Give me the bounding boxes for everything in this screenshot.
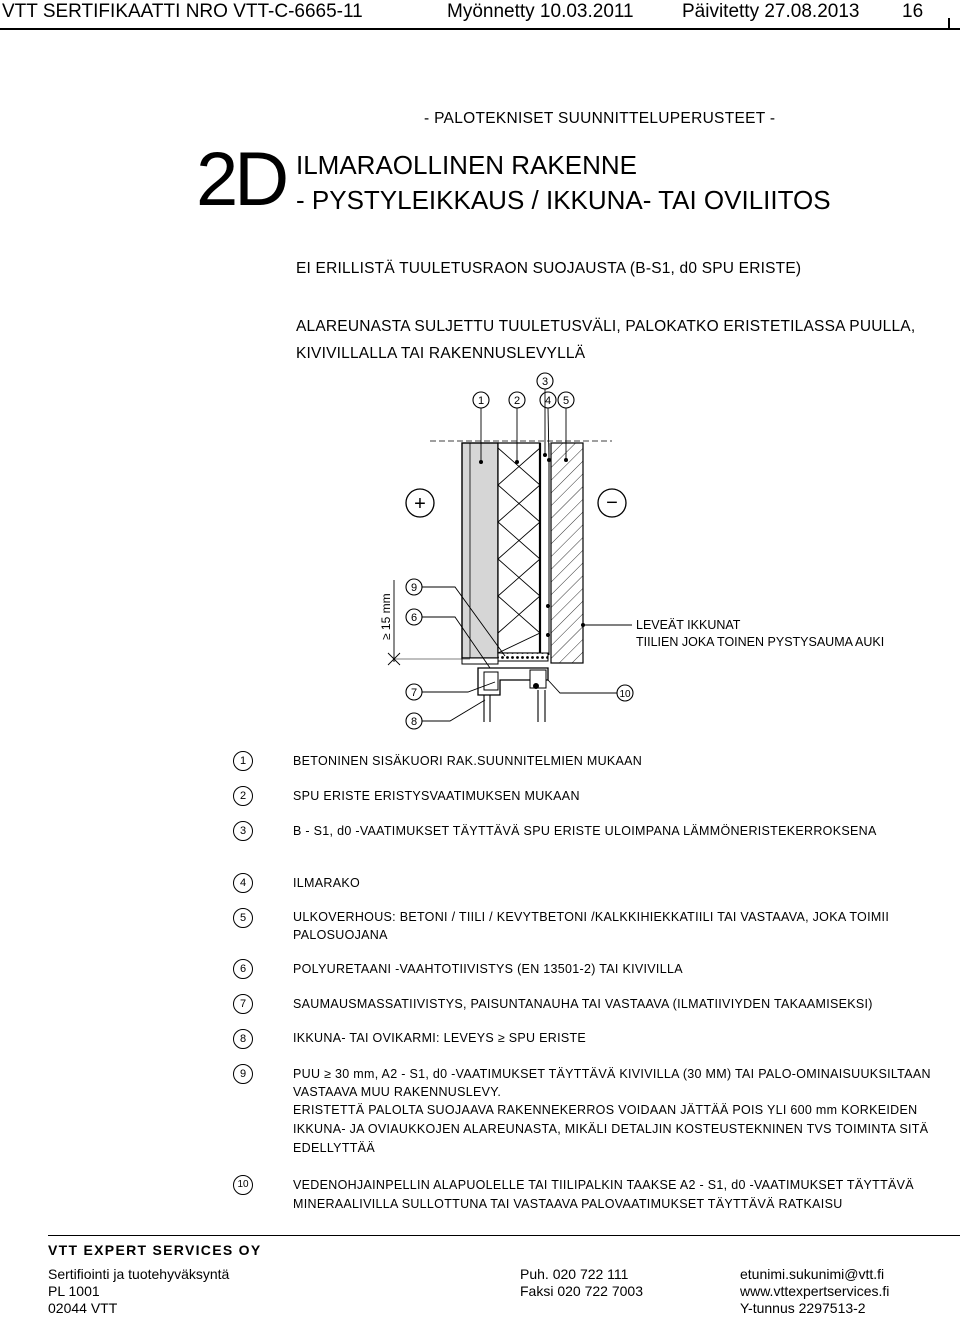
legend-item-5-line2: PALOSUOJANA [293,928,388,942]
svg-text:9: 9 [410,582,418,594]
legend-item-10-line2: MINERAALIVILLA SULLOTTUNA TAI VASTAAVA PALOVAATIMUKSET TÄYTTÄVÄ RATKAISU [293,1197,843,1211]
legend-item-2-line1: SPU ERISTE ERISTYSVAATIMUKSEN MUKAAN [293,789,580,803]
leader-4 [548,408,549,460]
detail-code: 2D [196,137,286,222]
footer-rule [48,1235,960,1236]
legend-item-4-line1: ILMARAKO [293,876,360,890]
footer-business-id: Y-tunnus 2297513-2 [740,1300,866,1316]
legend-item-6-line1: POLYURETAANI -VAAHTOTIIVISTYS (EN 13501-2) TAI KIVIVILLA [293,962,683,976]
legend-item-7-line1: SAUMAUSMASSATIIVISTYS, PAISUNTANAUHA TAI VASTAAVA (ILMATIIVIYDEN TAKAAMISEKSI) [293,997,873,1011]
legend-item-3-line1: B - S1, d0 -VAATIMUKSET TÄYTTÄVÄ SPU ERISTE ULOIMPANA LÄMMÖNERISTEKERROKSENA [293,824,877,838]
leader-8 [422,700,485,721]
window-note-line1: LEVEÄT IKKUNAT [636,618,741,632]
legend-item-9-line3: ERISTETTÄ PALOLTA SUOJAAVA RAKENNEKERROS VOIDAAN JÄTTÄÄ POIS YLI 600 mm KORKEIDEN [293,1103,918,1117]
legend-number: 7 [233,994,253,1014]
footer-website: www.vttexpertservices.fi [740,1283,890,1299]
issued-date: Myönnetty 10.03.2011 [447,1,634,22]
legend-number: 10 [233,1175,253,1195]
legend-item-9-line1: PUU ≥ 30 mm, A2 - S1, d0 -VAATIMUKSET TÄYTTÄVÄ KIVIVILLA (30 MM) TAI PALO-OMINAISUUKSILTAAN [293,1067,931,1081]
svg-text:+: + [414,493,426,515]
legend-number: 4 [233,873,253,893]
svg-text:1: 1 [477,395,485,407]
document-subtitle: - PALOTEKNISET SUUNNITTELUPERUSTEET - [424,110,776,127]
legend-item-5-line1: ULKOVERHOUS: BETONI / TIILI / KEVYTBETONI /KALKKIHIEKKATIILI TAI VASTAAVA, JOKA TOIMII [293,910,890,924]
svg-text:10: 10 [619,689,631,700]
svg-text:7: 7 [410,687,418,699]
svg-text:2: 2 [513,395,521,407]
legend-number: 2 [233,786,253,806]
legend-number: 8 [233,1029,253,1049]
fire-stop-strip [498,653,548,661]
footer-email: etunimi.sukunimi@vtt.fi [740,1266,885,1282]
dimension-label: ≥ 15 mm [379,593,393,640]
svg-text:6: 6 [410,612,418,624]
legend-number: 5 [233,908,253,928]
concrete-inner-shell [462,443,498,658]
legend-item-10-line1: VEDENOHJAINPELLIN ALAPUOLELLE TAI TIILIPALKIN TAAKSE A2 - S1, d0 -VAATIMUKSET TÄYTTÄVÄ [293,1178,914,1192]
footer-department: Sertifiointi ja tuotehyväksyntä [48,1266,230,1282]
footer-phone: Puh. 020 722 111 [520,1266,629,1282]
window-note-line2: TIILIEN JOKA TOINEN PYSTYSAUMA AUKI [636,635,885,649]
footer-po-box: PL 1001 [48,1283,100,1299]
footer-fax: Faksi 020 722 7003 [520,1283,643,1299]
note-no-separate-protection: EI ERILLISTÄ TUULETUSRAON SUOJAUSTA (B-S1, d0 SPU ERISTE) [296,260,802,277]
legend-number: 3 [233,821,253,841]
legend-item-9-line5: EDELLYTTÄÄ [293,1141,375,1155]
legend-item-9-line2: VASTAAVA MUU RAKENNUSLEVY. [293,1085,502,1099]
leader-10 [548,680,617,693]
outer-cladding [551,443,583,663]
legend-number: 6 [233,959,253,979]
note-closed-ventilation-gap-line2: KIVIVILLALLA TAI RAKENNUSLEVYLLÄ [296,345,586,362]
svg-text:4: 4 [544,395,552,407]
svg-text:8: 8 [410,716,418,728]
svg-text:3: 3 [541,376,549,388]
legend-item-8-line1: IKKUNA- TAI OVIKARMI: LEVEYS ≥ SPU ERISTE [293,1031,587,1045]
legend-item-1-line1: BETONINEN SISÄKUORI RAK.SUUNNITELMIEN MUKAAN [293,754,643,768]
page-number: 16 [902,1,924,22]
document-title-line2: - PYSTYLEIKKAUS / IKKUNA- TAI OVILIITOS [296,185,831,215]
document-title-line1: ILMARAOLLINEN RAKENNE [296,150,637,180]
footer-company: VTT EXPERT SERVICES OY [48,1242,262,1258]
legend-number: 1 [233,751,253,771]
spu-insulation [498,443,540,653]
svg-text:5: 5 [562,395,570,407]
legend-number: 9 [233,1064,253,1084]
certificate-number: VTT SERTIFIKAATTI NRO VTT-C-6665-11 [2,1,363,22]
note-closed-ventilation-gap-line1: ALAREUNASTA SULJETTU TUULETUSVÄLI, PALOKATKO ERISTETILASSA PUULLA, [296,318,916,335]
svg-text:−: − [606,492,618,514]
footer-postal: 02044 VTT [48,1300,118,1316]
updated-date: Päivitetty 27.08.2013 [682,1,860,22]
legend-item-9-line4: IKKUNA- JA OVIAUKKOJEN ALAREUNASTA, MIKÄLI DETALJIN KOSTEUSTEKNINEN TVS TOIMINTA SITÄ [293,1122,929,1136]
